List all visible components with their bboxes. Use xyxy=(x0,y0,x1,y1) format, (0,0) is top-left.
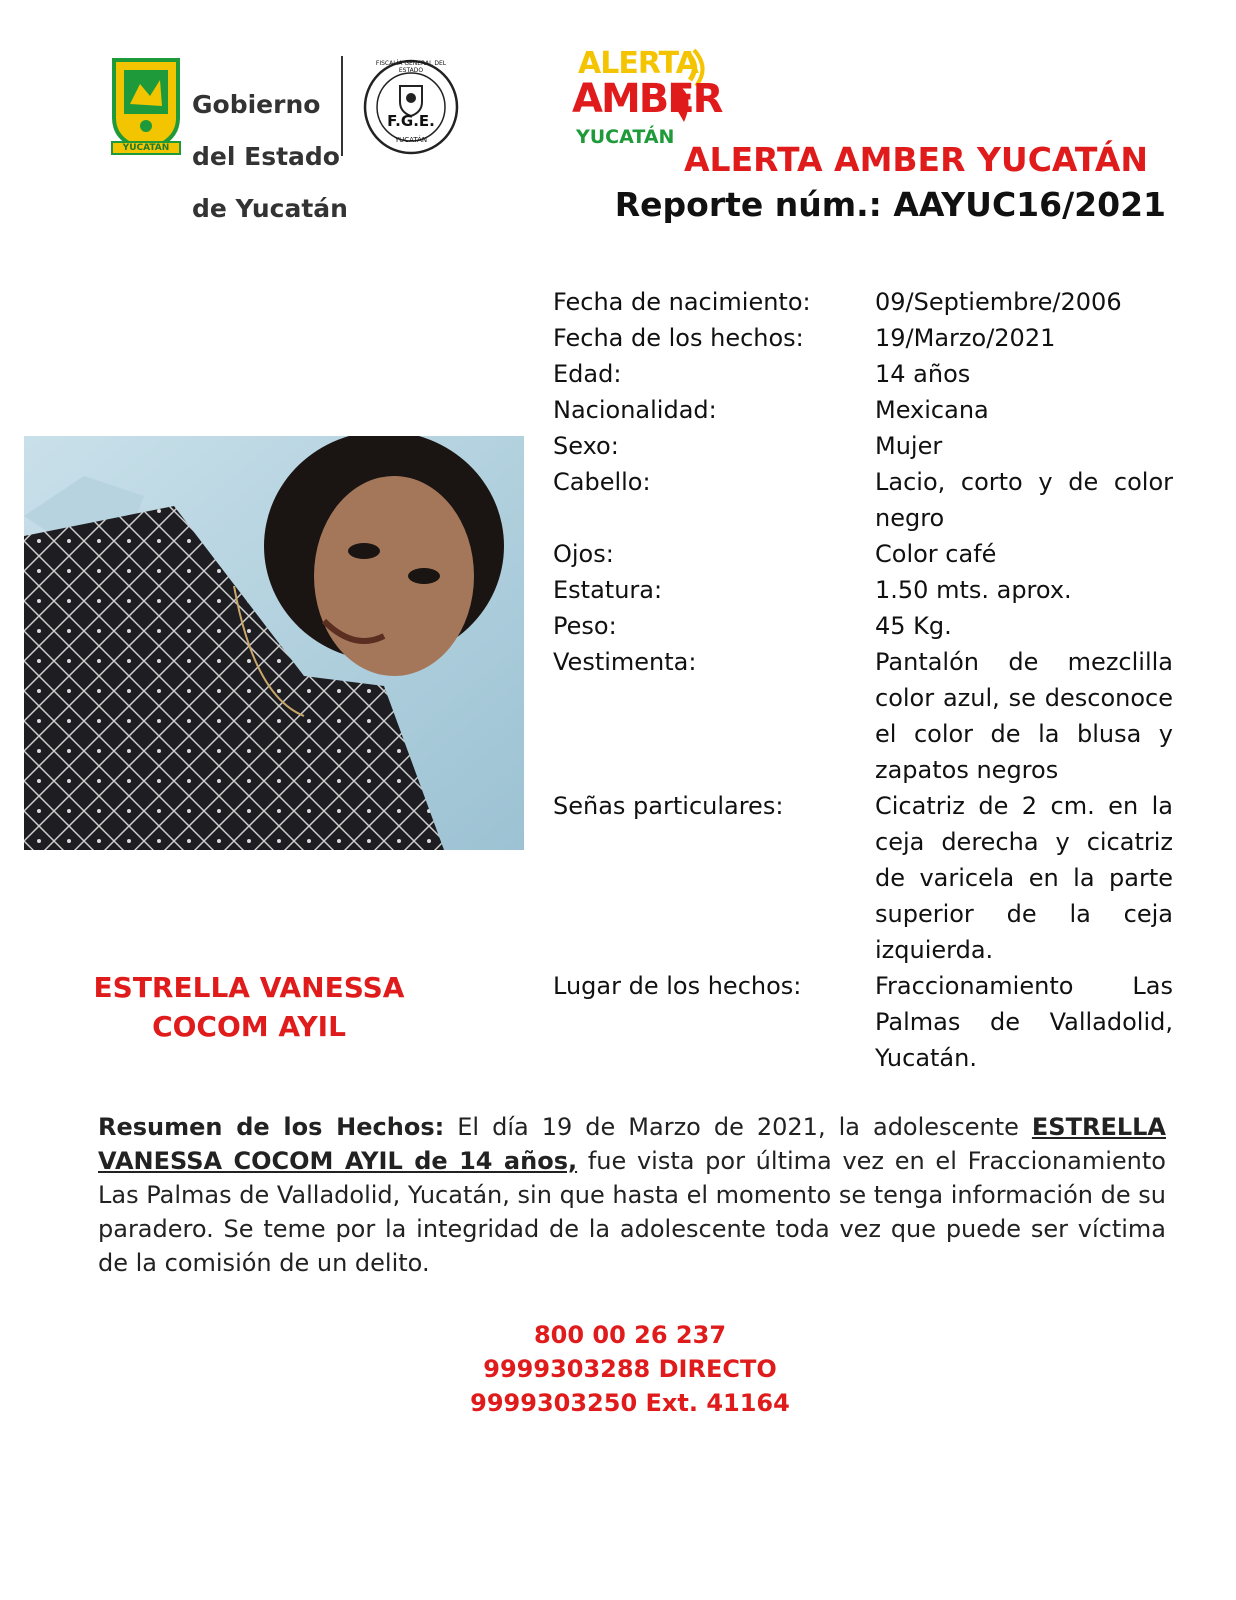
detail-value: Pantalón de mezclilla color azul, se desconoce el color de la blusa y zapatos negros xyxy=(875,648,1173,784)
details-table xyxy=(553,284,1173,1076)
detail-label: Nacionalidad: xyxy=(553,396,717,424)
detail-value: Cicatriz de 2 cm. en la ceja derecha y cicatriz de varicela en la parte superior de la ceja izquierda. xyxy=(875,792,1173,964)
detail-value: Mexicana xyxy=(875,396,989,424)
summary-rest: fue vista por última vez en el Fraccionamiento Las Palmas de Valladolid, Yucatán, sin que hasta el momento se tenga información de su paradero. Se teme por la integridad de la adolescente toda vez que puede ser víctima de la comisión de un delito. xyxy=(98,1147,1166,1277)
fge-state: YUCATÁN xyxy=(394,136,428,144)
detail-row xyxy=(553,968,1173,1076)
detail-value: 1.50 mts. aprox. xyxy=(875,576,1072,604)
crest-label: YUCATAN xyxy=(122,143,170,153)
detail-value: 09/Septiembre/2006 xyxy=(875,288,1122,316)
detail-row xyxy=(553,464,1173,536)
amber-logo-line3: YUCATÁN xyxy=(576,126,675,148)
detail-value: 45 Kg. xyxy=(875,612,952,640)
contact-phone-1: 800 00 26 237 xyxy=(533,1321,727,1349)
detail-row xyxy=(553,428,1173,464)
header-divider xyxy=(341,56,343,156)
detail-row xyxy=(553,644,1173,788)
summary-heading: Resumen de los Hechos: xyxy=(98,1113,445,1141)
detail-label: Ojos: xyxy=(553,540,614,568)
gov-line-2: del Estado xyxy=(192,142,340,171)
fge-ring-text: FISCALÍA GENERAL DEL ESTADO xyxy=(375,60,447,74)
contact-phone-3: 9999303250 Ext. 41164 xyxy=(470,1389,790,1417)
amber-logo-line1: ALERTA xyxy=(578,46,698,81)
detail-row xyxy=(553,320,1173,356)
detail-label: Señas particulares: xyxy=(553,792,784,820)
detail-row xyxy=(553,392,1173,428)
amber-logo-line2: AMBER xyxy=(572,76,722,122)
amber-alert-logo xyxy=(572,46,722,150)
contact-phone-2: 9999303288 DIRECTO xyxy=(483,1355,777,1383)
detail-row xyxy=(553,284,1173,320)
detail-label: Vestimenta: xyxy=(553,648,697,676)
yucatan-crest-icon xyxy=(110,56,182,156)
government-name xyxy=(192,66,348,248)
summary-emphasis: ESTRELLA VANESSA COCOM AYIL de 14 años, xyxy=(98,1113,1166,1175)
detail-label: Fecha de nacimiento: xyxy=(553,288,811,316)
missing-person-name xyxy=(60,968,438,1046)
detail-value: 14 años xyxy=(875,360,971,388)
detail-label: Sexo: xyxy=(553,432,619,460)
gov-line-3: de Yucatán xyxy=(192,194,348,223)
missing-person-photo xyxy=(24,436,524,850)
detail-value: Lacio, corto y de color negro xyxy=(875,468,1173,532)
detail-row xyxy=(553,572,1173,608)
summary-paragraph xyxy=(98,1110,1166,1280)
gov-line-1: Gobierno xyxy=(192,90,321,119)
detail-label: Peso: xyxy=(553,612,617,640)
alert-title: ALERTA AMBER YUCATÁN xyxy=(684,140,1148,179)
detail-value: Mujer xyxy=(875,432,943,460)
detail-value: Color café xyxy=(875,540,997,568)
name-line-1: ESTRELLA VANESSA xyxy=(93,971,405,1004)
detail-label: Edad: xyxy=(553,360,622,388)
detail-label: Estatura: xyxy=(553,576,663,604)
detail-label: Fecha de los hechos: xyxy=(553,324,804,352)
name-line-2: COCOM AYIL xyxy=(152,1010,346,1043)
contact-numbers xyxy=(380,1318,880,1420)
detail-value: 19/Marzo/2021 xyxy=(875,324,1056,352)
summary-intro: El día 19 de Marzo de 2021, la adolescente xyxy=(444,1113,1032,1141)
report-number: Reporte núm.: AAYUC16/2021 xyxy=(614,185,1166,224)
detail-row xyxy=(553,356,1173,392)
detail-value: Fraccionamiento Las Palmas de Valladolid, Yucatán. xyxy=(875,972,1173,1072)
fge-abbr: F.G.E. xyxy=(387,112,435,130)
detail-row xyxy=(553,536,1173,572)
detail-label: Lugar de los hechos: xyxy=(553,972,802,1000)
detail-row xyxy=(553,788,1173,968)
detail-label: Cabello: xyxy=(553,468,651,496)
detail-row xyxy=(553,608,1173,644)
